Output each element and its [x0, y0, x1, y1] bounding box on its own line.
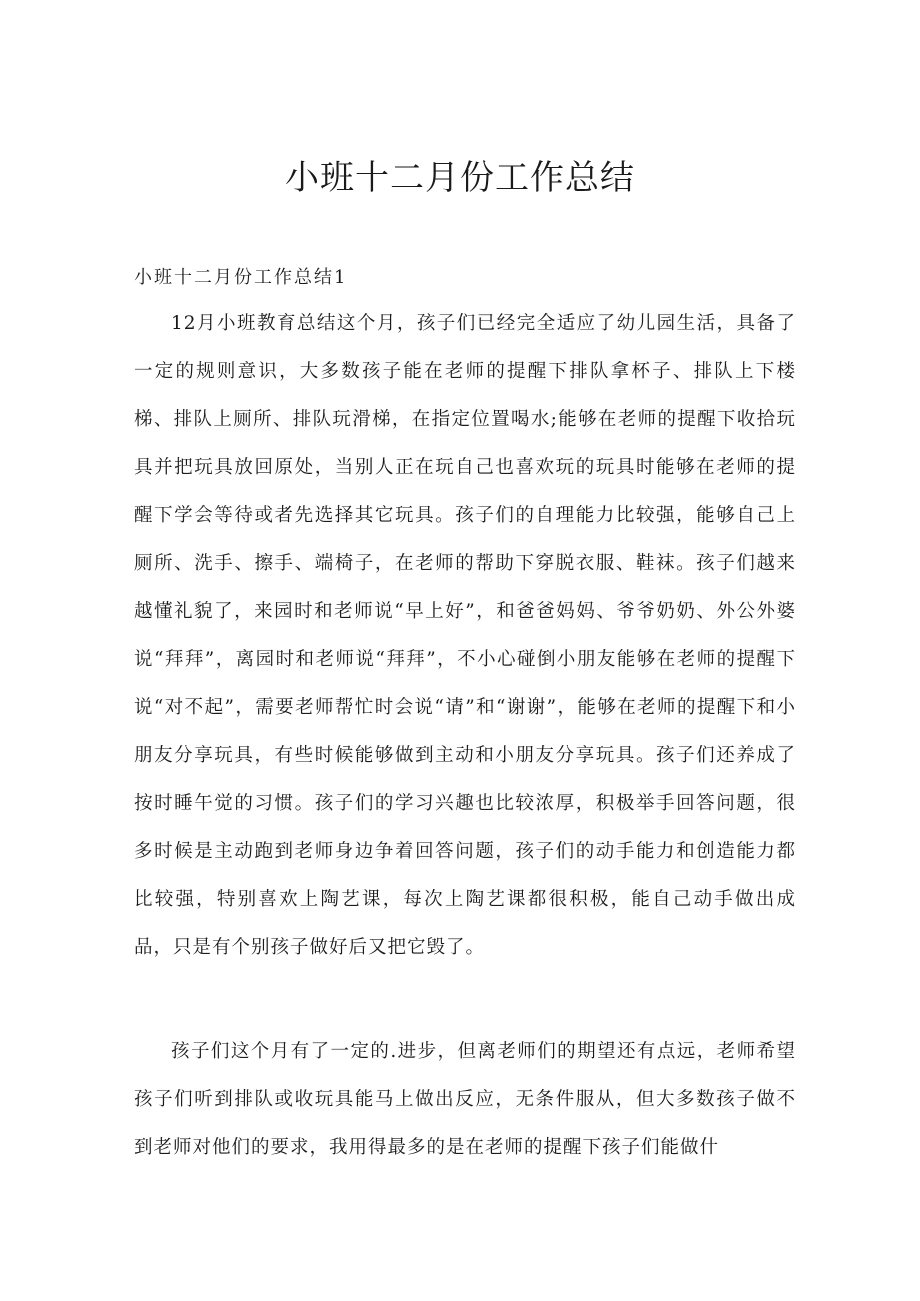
paragraph-2: 孩子们这个月有了一定的.进步，但离老师们的期望还有点远，老师希望孩子们听到排队或收玩具能马上做出反应，无条件服从，但大多数孩子做不到老师对他们的要求，我用得最多的是在老师的提醒下孩子们能做什 [134, 1041, 796, 1158]
document-title: 小班十二月份工作总结 [285, 158, 635, 198]
section-heading: 小班十二月份工作总结1 [134, 267, 348, 288]
paragraph-1: 12月小班教育总结这个月，孩子们已经完全适应了幼儿园生活，具备了一定的规则意识，大多数孩子能在老师的提醒下排队拿杯子、排队上下楼梯、排队上厕所、排队玩滑梯，在指定位置喝水;能够在老师的提醒下收拾玩具并把玩具放回原处，当别人正在玩自己也喜欢玩的玩具时能够在老师的提醒下学会等待或者先选择其它玩具。孩子们的自理能力比较强，能够自己上厕所、洗手、擦手、端椅子，在老师的帮助下穿脱衣服、鞋袜。孩子们越来越懂礼貌了，来园时和老师说“早上好”，和爸爸妈妈、爷爷奶奶、外公外婆说“拜拜”，离园时和老师说“拜拜”，不小心碰倒小朋友能够在老师的提醒下说“对不起”，需要老师帮忙时会说“请”和“谢谢”，能够在老师的提醒下和小朋友分享玩具，有些时候能够做到主动和小朋友分享玩具。孩子们还养成了按时睡午觉的习惯。孩子们的学习兴趣也比较浓厚，积极举手回答问题，很多时候是主动跑到老师身边争着回答问题，孩子们的动手能力和创造能力都比较强，特别喜欢上陶艺课，每次上陶艺课都很积极，能自己动手做出成品，只是有个别孩子做好后又把它毁了。 [134, 313, 796, 958]
